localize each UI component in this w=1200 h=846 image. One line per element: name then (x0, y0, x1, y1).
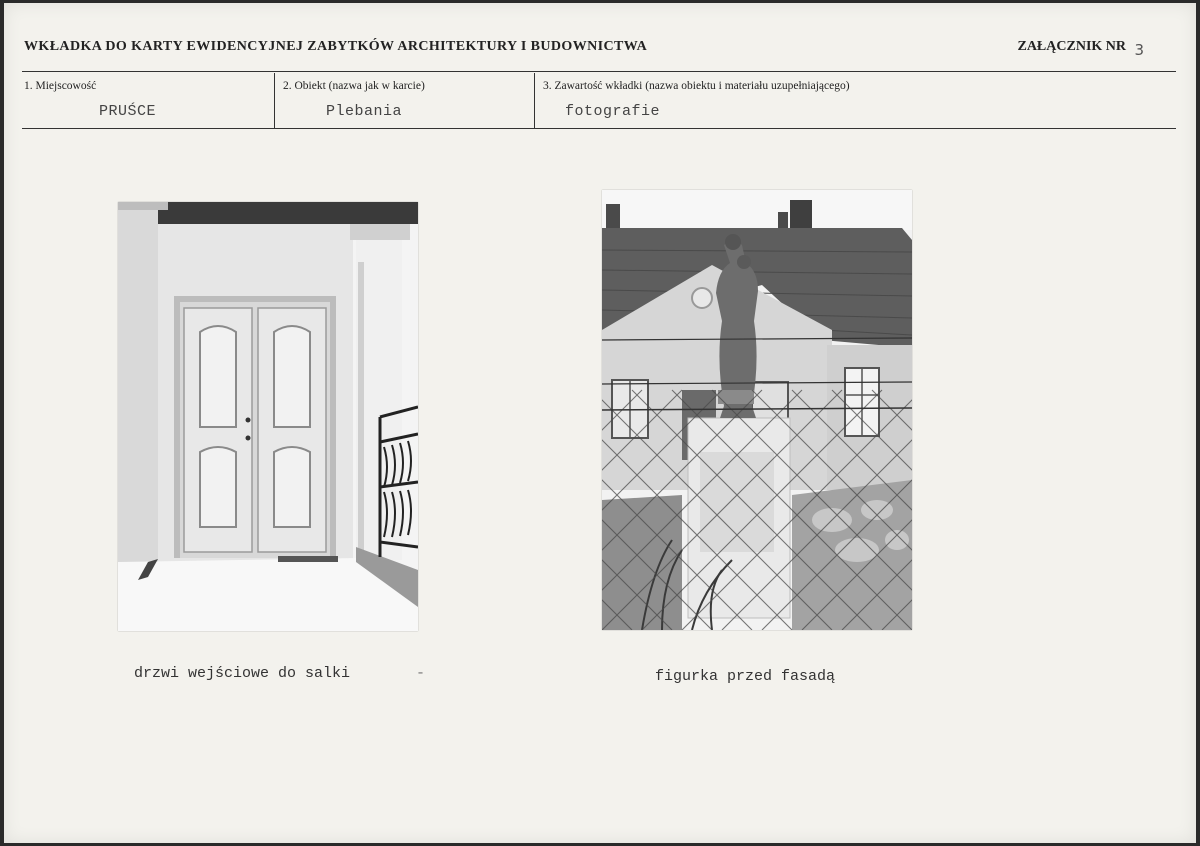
header-rule (22, 71, 1176, 72)
field-label-object: 2. Obiekt (nazwa jak w karcie) (283, 80, 425, 92)
photo-caption-statue: figurka przed fasadą (655, 668, 836, 685)
document-title: WKŁADKA DO KARTY EWIDENCYJNEJ ZABYTKÓW ARCHITEKTURY I BUDOWNICTWA (24, 39, 648, 54)
caption-mark: - (416, 665, 426, 682)
annex-number: 3 (1134, 41, 1144, 59)
photo-entrance-door (118, 202, 418, 631)
field-divider (274, 73, 275, 128)
field-label-locality: 1. Miejscowość (24, 80, 97, 92)
fields-bottom-rule (22, 128, 1176, 129)
field-divider (534, 73, 535, 128)
field-value-contents: fotografie (565, 103, 661, 120)
annex-label: ZAŁĄCZNIK NR (1017, 39, 1126, 54)
photo-statue-facade (602, 190, 912, 630)
document-sheet (4, 3, 1196, 843)
field-value-locality: PRUŚCE (99, 103, 157, 120)
field-label-contents: 3. Zawartość wkładki (nazwa obiektu i materiału uzupełniającego) (543, 80, 850, 92)
photo-caption-door: drzwi wejściowe do salki (134, 665, 351, 682)
field-value-object: Plebania (326, 103, 403, 120)
